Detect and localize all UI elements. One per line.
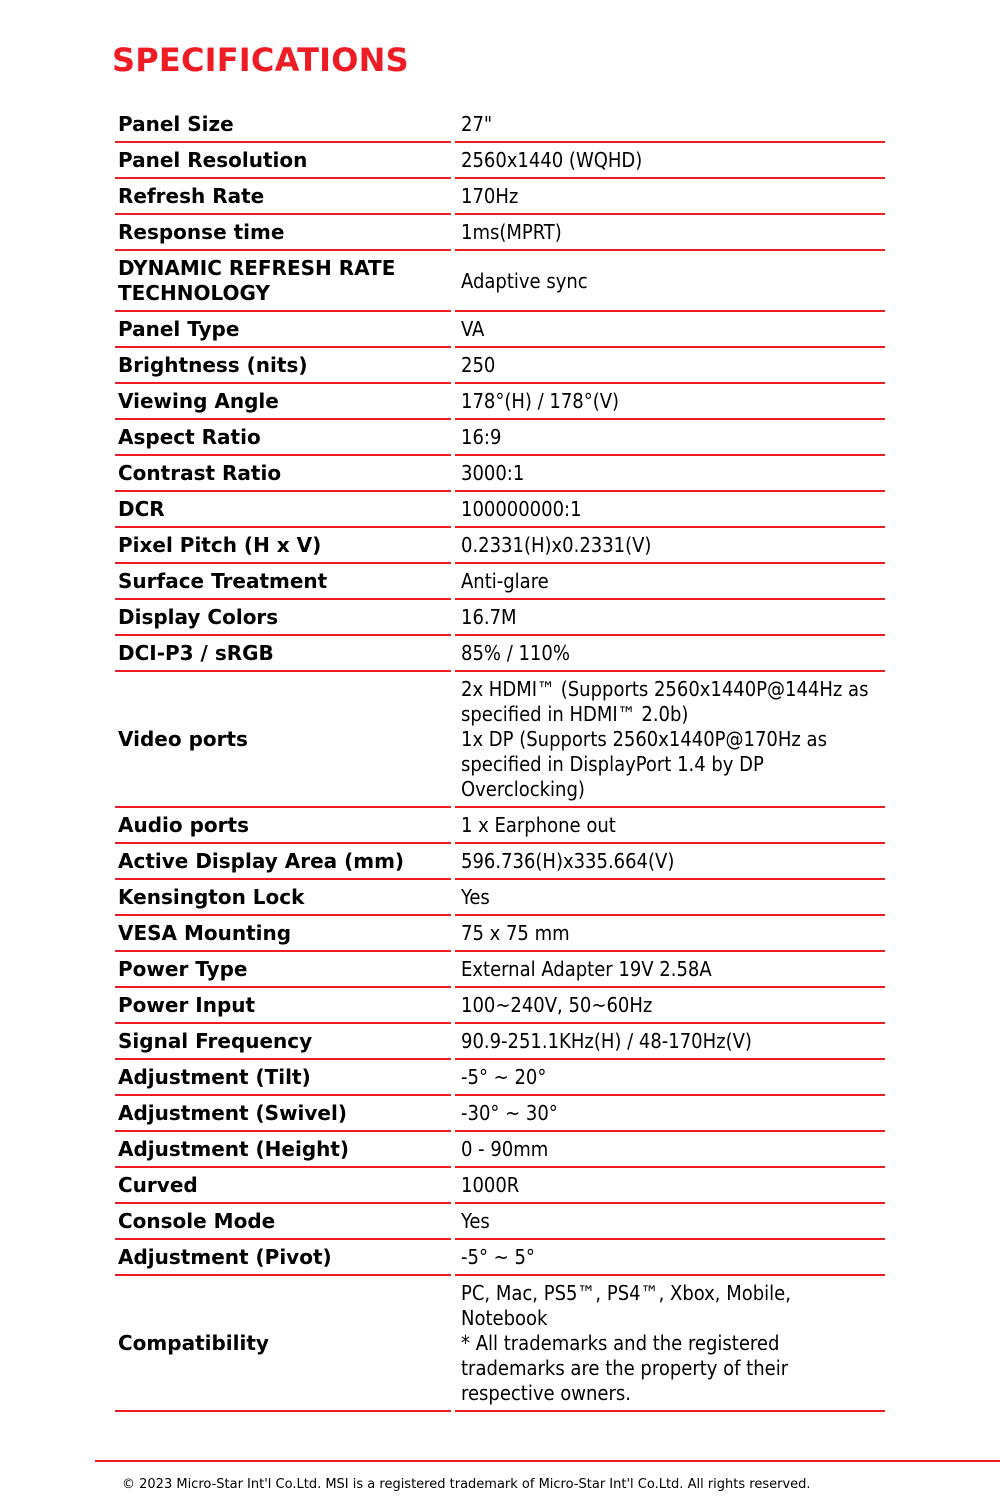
spec-label: Brightness (nits): [115, 348, 451, 384]
spec-row: [115, 384, 885, 420]
spec-table: [115, 107, 885, 1412]
spec-row: [115, 143, 885, 179]
spec-row: [115, 107, 885, 143]
spec-row: [115, 952, 885, 988]
copyright-notice: © 2023 Micro-Star Int'l Co.Ltd. MSI is a registered trademark of Micro-Star Int'l Co.Ltd. All rights reserved.: [122, 1477, 811, 1492]
spec-label: Adjustment (Swivel): [115, 1096, 451, 1132]
spec-row: [115, 1204, 885, 1240]
spec-value-line: 0.2331(H)x0.2331(V): [461, 533, 652, 557]
spec-row: [115, 179, 885, 215]
spec-label: Power Type: [115, 952, 451, 988]
spec-value-line: -5° ~ 20°: [461, 1065, 547, 1089]
spec-label: Adjustment (Tilt): [115, 1060, 451, 1096]
spec-label: Kensington Lock: [115, 880, 451, 916]
spec-value: [455, 384, 885, 420]
page-title: SPECIFICATIONS: [112, 41, 409, 79]
spec-value-line: 100~240V, 50~60Hz: [461, 993, 653, 1017]
spec-value-line: 596.736(H)x335.664(V): [461, 849, 675, 873]
spec-value-line: 16:9: [461, 425, 502, 449]
spec-row: [115, 1024, 885, 1060]
spec-value: [455, 348, 885, 384]
spec-label: Video ports: [115, 672, 451, 808]
spec-value-line: * All trademarks and the registered trademarks are the property of their respective owners.: [461, 1331, 789, 1405]
spec-label: Curved: [115, 1168, 451, 1204]
spec-value-line: -5° ~ 5°: [461, 1245, 535, 1269]
spec-row: [115, 215, 885, 251]
spec-label: DCR: [115, 492, 451, 528]
spec-value-line: Yes: [461, 1209, 490, 1233]
spec-value-line: 2x HDMI™ (Supports 2560x1440P@144Hz as specified in HDMI™ 2.0b): [461, 677, 869, 726]
spec-label: DYNAMIC REFRESH RATE TECHNOLOGY: [115, 251, 451, 312]
spec-label: DCI-P3 / sRGB: [115, 636, 451, 672]
spec-label: Panel Type: [115, 312, 451, 348]
spec-value-line: 170Hz: [461, 184, 519, 208]
spec-row: [115, 1240, 885, 1276]
spec-value-line: 75 x 75 mm: [461, 921, 570, 945]
spec-value-line: VA: [461, 317, 485, 341]
spec-label: VESA Mounting: [115, 916, 451, 952]
spec-value: [455, 312, 885, 348]
spec-value: [455, 251, 885, 312]
spec-value: [455, 880, 885, 916]
spec-row: [115, 1276, 885, 1412]
spec-table-body: [115, 107, 885, 1412]
spec-value: [455, 492, 885, 528]
spec-label: Power Input: [115, 988, 451, 1024]
spec-row: [115, 348, 885, 384]
spec-value-line: 2560x1440 (WQHD): [461, 148, 643, 172]
spec-value: [455, 528, 885, 564]
spec-row: [115, 251, 885, 312]
spec-row: [115, 312, 885, 348]
spec-value-line: 27": [461, 112, 493, 136]
footer-divider: [95, 1460, 1000, 1462]
spec-label: Surface Treatment: [115, 564, 451, 600]
spec-row: [115, 1168, 885, 1204]
spec-label: Display Colors: [115, 600, 451, 636]
spec-label: Viewing Angle: [115, 384, 451, 420]
spec-row: [115, 600, 885, 636]
spec-value: [455, 952, 885, 988]
spec-row: [115, 1060, 885, 1096]
spec-row: [115, 916, 885, 952]
spec-value-line: 1ms(MPRT): [461, 220, 562, 244]
spec-value-line: 90.9-251.1KHz(H) / 48-170Hz(V): [461, 1029, 752, 1053]
spec-value: [455, 988, 885, 1024]
spec-label: Panel Size: [115, 107, 451, 143]
spec-label: Audio ports: [115, 808, 451, 844]
spec-value: [455, 636, 885, 672]
spec-value-line: Anti-glare: [461, 569, 549, 593]
spec-label: Aspect Ratio: [115, 420, 451, 456]
spec-value-line: -30° ~ 30°: [461, 1101, 558, 1125]
spec-row: [115, 1096, 885, 1132]
spec-value: [455, 107, 885, 143]
spec-label: Contrast Ratio: [115, 456, 451, 492]
spec-label: Response time: [115, 215, 451, 251]
spec-label: Panel Resolution: [115, 143, 451, 179]
spec-row: [115, 564, 885, 600]
spec-value: [455, 564, 885, 600]
spec-value-line: 0 - 90mm: [461, 1137, 549, 1161]
spec-value: [455, 808, 885, 844]
spec-value-line: 100000000:1: [461, 497, 582, 521]
spec-value: [455, 672, 885, 808]
spec-value-line: 1 x Earphone out: [461, 813, 616, 837]
spec-row: [115, 420, 885, 456]
spec-row: [115, 1132, 885, 1168]
spec-value-line: 1x DP (Supports 2560x1440P@170Hz as specified in DisplayPort 1.4 by DP Overclocking): [461, 727, 827, 801]
spec-value: [455, 456, 885, 492]
spec-value-line: 1000R: [461, 1173, 520, 1197]
spec-row: [115, 988, 885, 1024]
spec-value: [455, 1168, 885, 1204]
spec-value: [455, 1024, 885, 1060]
spec-label: Compatibility: [115, 1276, 451, 1412]
spec-label: Refresh Rate: [115, 179, 451, 215]
spec-value: [455, 1204, 885, 1240]
spec-row: [115, 844, 885, 880]
spec-label: Active Display Area (mm): [115, 844, 451, 880]
spec-value: [455, 1132, 885, 1168]
spec-row: [115, 636, 885, 672]
spec-label: Signal Frequency: [115, 1024, 451, 1060]
spec-label: Pixel Pitch (H x V): [115, 528, 451, 564]
spec-value: [455, 916, 885, 952]
spec-value-line: 3000:1: [461, 461, 525, 485]
spec-value: [455, 420, 885, 456]
spec-label: Adjustment (Pivot): [115, 1240, 451, 1276]
spec-value: [455, 143, 885, 179]
spec-value: [455, 179, 885, 215]
spec-value: [455, 600, 885, 636]
spec-value: [455, 215, 885, 251]
spec-value-line: Yes: [461, 885, 490, 909]
spec-row: [115, 880, 885, 916]
spec-label: Adjustment (Height): [115, 1132, 451, 1168]
spec-row: [115, 492, 885, 528]
spec-value-line: External Adapter 19V 2.58A: [461, 957, 712, 981]
spec-value-line: Adaptive sync: [461, 268, 588, 293]
spec-value-line: 16.7M: [461, 605, 517, 629]
spec-value-line: 85% / 110%: [461, 641, 570, 665]
spec-value-line: PC, Mac, PS5™, PS4™, Xbox, Mobile, Notebook: [461, 1281, 791, 1330]
spec-value: [455, 1096, 885, 1132]
spec-value: [455, 1276, 885, 1412]
spec-row: [115, 672, 885, 808]
spec-value-line: 250: [461, 353, 496, 377]
spec-value: [455, 1240, 885, 1276]
spec-value: [455, 1060, 885, 1096]
spec-row: [115, 528, 885, 564]
spec-value: [455, 844, 885, 880]
spec-row: [115, 456, 885, 492]
spec-row: [115, 808, 885, 844]
spec-label: Console Mode: [115, 1204, 451, 1240]
spec-value-line: 178°(H) / 178°(V): [461, 389, 620, 413]
